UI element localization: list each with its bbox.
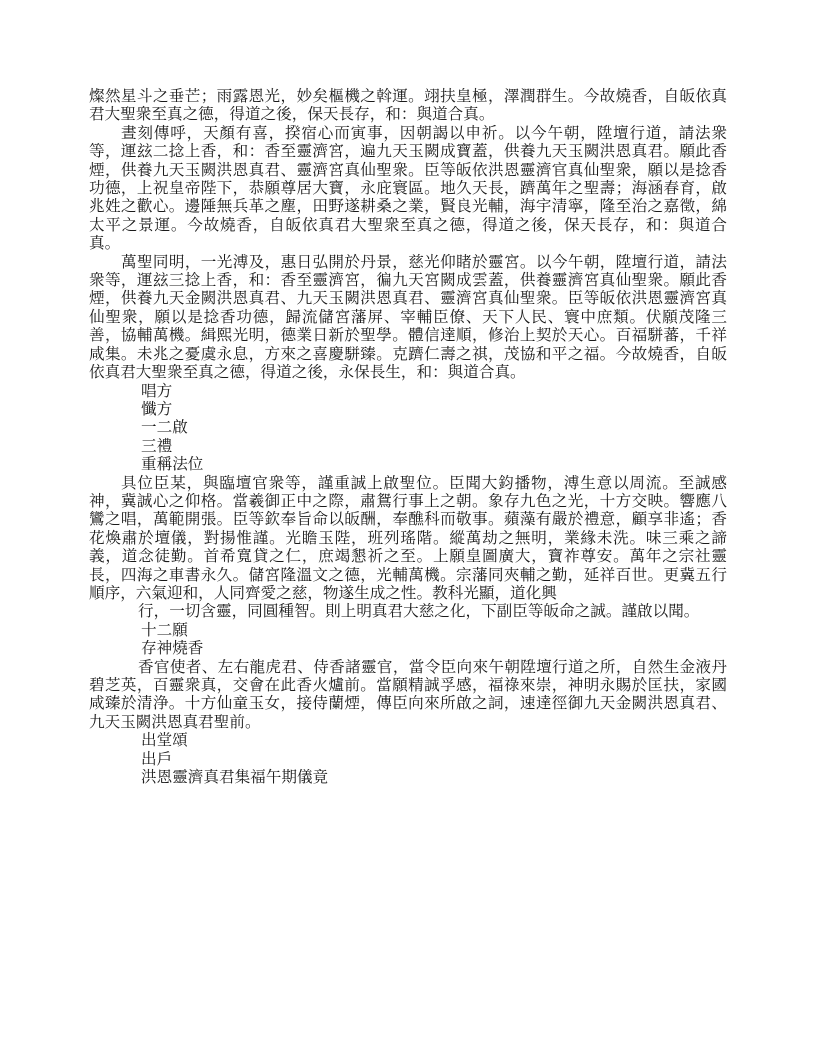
section-heading: 洪恩靈濟真君集福午期儀竟 [141, 769, 329, 787]
section-heading: 唱方 [141, 382, 173, 400]
section-heading: 十二願 [141, 621, 188, 639]
section-heading: 存神燒香 [141, 640, 204, 658]
body-paragraph: 燦然星斗之垂芒；雨露恩光，妙矣樞機之斡運。翊扶皇極，澤潤群生。今故燒香，自皈依真君大聖衆至真之德，得道之後，保天長存，和：與道合真。 [89, 88, 727, 124]
body-paragraph: 行，一切含靈，同圓種智。則上明真君大慈之化，下副臣等皈命之誠。謹啟以聞。 [138, 603, 700, 621]
body-paragraph: 萬聖同明，一光溥及，惠日弘開於丹景，慈光仰睹於靈宮。以今午朝，陞壇行道，請法衆等，運玆三捻上香，和：香至靈濟宮，徧九天宮闕成雲蓋，供養靈濟宮真仙聖衆。願此香煙，供養九天金闕洪恩真君、九天玉闕洪恩真君、靈濟宮真仙聖衆。臣等皈依洪恩靈濟宮真仙聖衆，願以是捻香功德，歸流儲宮藩屏、宰輔臣僚、天下人民、寰中庶類。伏願茂隆三善，協輔萬機。緝熙光明，德業日新於聖學。體信達順，修治上契於天心。百福駢蕃，千祥咸集。未兆之憂虞永息，方來之喜慶駢臻。克躋仁壽之祺，茂協和平之福。今故燒香，自皈依真君大聖衆至真之德，得道之後，永保長生，和：與道合真。 [89, 253, 727, 382]
section-heading: 重稱法位 [141, 456, 204, 474]
body-paragraph: 香官使者、左右龍虎君、侍香諸靈官，當令臣向來午朝陞壇行道之所，自然生金液丹碧芝英，百靈衆真，交會在此香火爐前。當願精誠孚感，福祿來崇，神明永賜於匡扶，家國咸臻於清浄。十方仙童玉女，接侍蘭煙，傳臣向來所啟之詞，速達徑御九天金闕洪恩真君、九天玉闕洪恩真君聖前。 [89, 658, 727, 731]
section-heading: 出戶 [141, 750, 173, 768]
section-heading: 出堂頌 [141, 732, 188, 750]
body-paragraph: 晝刻傳呼，天顏有喜，揆宿心而寅事，因朝謁以申祈。以今午朝，陞壇行道，請法衆等，運玆二捻上香，和：香至靈濟宮，遍九天玉闕成寶蓋，供養九天玉闕洪恩真君。願此香煙，供養九天玉闕洪恩真君、靈濟宮真仙聖衆。臣等皈依洪恩靈濟官真仙聖衆，願以是捻香功德，上祝皇帝陛下，恭願尊居大寶，永庇寰區。地久天長，躋萬年之聖壽；海涵春育，啟兆姓之歡心。邊陲無兵革之塵，田野遂耕桑之業，賢良光輔，海宇清寧，隆至治之嘉徵，綿太平之景運。今故燒香，自皈依真君大聖衆至真之德，得道之後，保天長存，和：與道合真。 [89, 124, 727, 253]
document-page [89, 88, 727, 787]
section-heading: 三禮 [141, 437, 173, 455]
body-paragraph: 具位臣某，與臨壇官衆等，謹重誠上啟聖位。臣聞大鈞播物，溥生意以周流。至誠感神，冀誠心之仰格。當羲御正中之際，肅鴛行事上之朝。象存九色之光，十方交映。響應八鸞之唱，萬範開張。臣等欽奉旨命以皈酬，奉醮科而敬事。蘋藻有嚴於禮意，顧享非遙；香花煥肅於壇儀，對揚惟謹。光瞻玉陛，班列瑤階。縱萬劫之無明，業緣未洗。味三乘之諦義，道念徒勤。首希寬貸之仁，庶竭懇祈之至。上願皇圖廣大，寶祚尊安。萬年之宗社靈長，四海之車書永久。儲宮隆溫文之德，光輔萬機。宗藩同夾輔之勤，延祥百世。更冀五行順序，六氣迎和，人同齊愛之慈，物遂生成之性。教科光顯，道化興 [89, 474, 727, 602]
section-heading: 一二啟 [141, 419, 188, 437]
section-heading: 懺方 [141, 400, 173, 418]
